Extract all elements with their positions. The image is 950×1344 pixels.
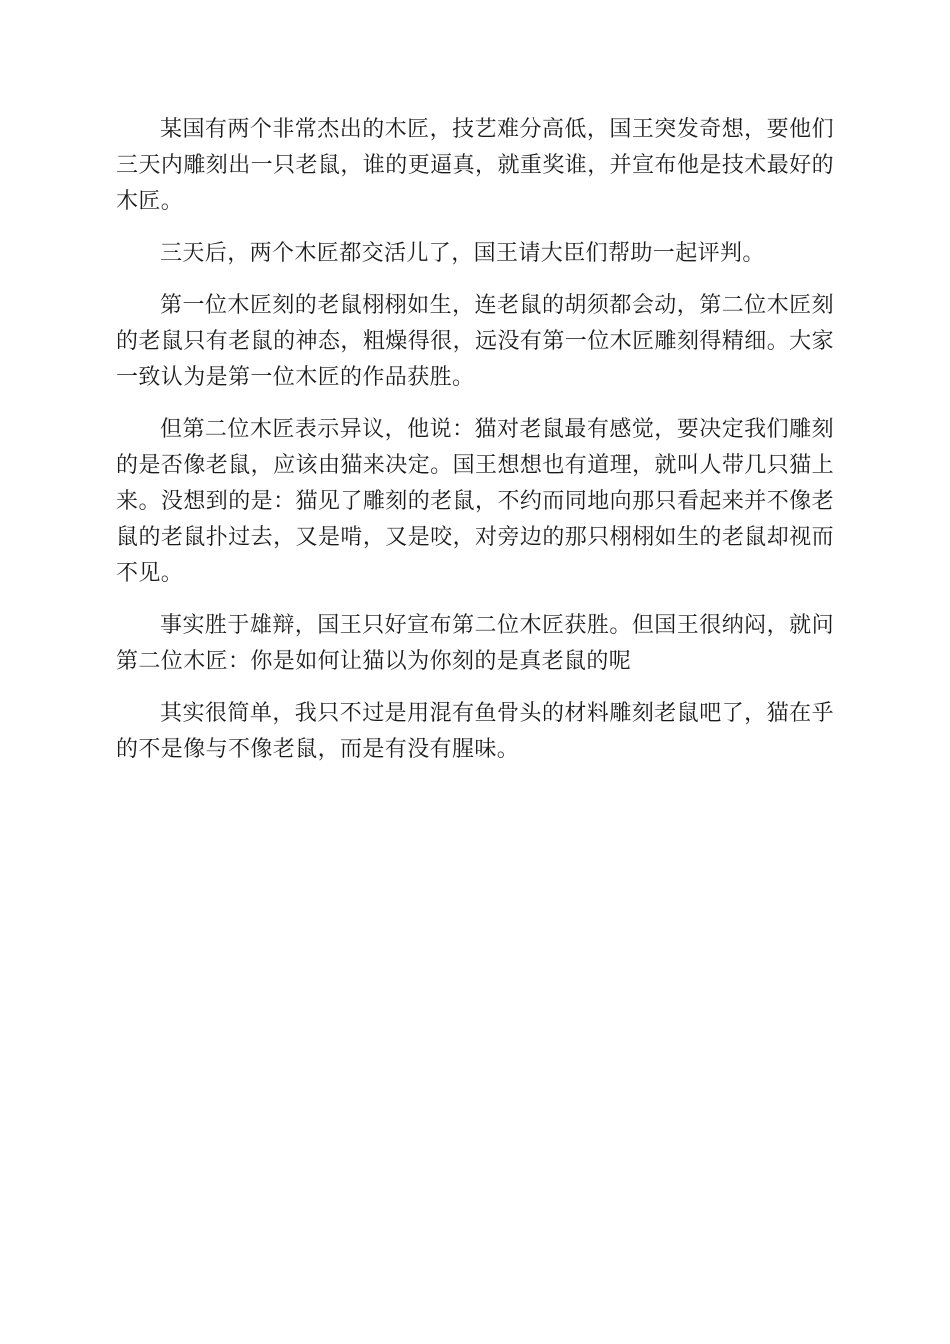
paragraph-2: 三天后，两个木匠都交活儿了，国王请大臣们帮助一起评判。 [160, 241, 765, 266]
document-body [116, 112, 834, 784]
paragraph-4: 但第二位木匠表示异议，他说：猫对老鼠最有感觉，要决定我们雕刻的是否像老鼠，应该由猫来决定。国王想想也有道理，就叫人带几只猫上来。没想到的是：猫见了雕刻的老鼠，不约而同地向那只看起来并不像老鼠的老鼠扑过去，又是啃，又是咬，对旁边的那只栩栩如生的老鼠却视而不见。 [116, 417, 834, 586]
paragraph-1: 某国有两个非常杰出的木匠，技艺难分高低，国王突发奇想，要他们三天内雕刻出一只老鼠，谁的更逼真，就重奖谁，并宣布他是技术最好的木匠。 [116, 117, 834, 214]
paragraph-3: 第一位木匠刻的老鼠栩栩如生，连老鼠的胡须都会动，第二位木匠刻的老鼠只有老鼠的神态，粗燥得很，远没有第一位木匠雕刻得精细。大家一致认为是第一位木匠的作品获胜。 [116, 293, 834, 390]
paragraph-5: 事实胜于雄辩，国王只好宣布第二位木匠获胜。但国王很纳闷，就问第二位木匠：你是如何让猫以为你刻的是真老鼠的呢 [116, 613, 834, 674]
paragraph-6: 其实很简单，我只不过是用混有鱼骨头的材料雕刻老鼠吧了，猫在乎的不是像与不像老鼠，而是有没有腥味。 [116, 701, 834, 762]
